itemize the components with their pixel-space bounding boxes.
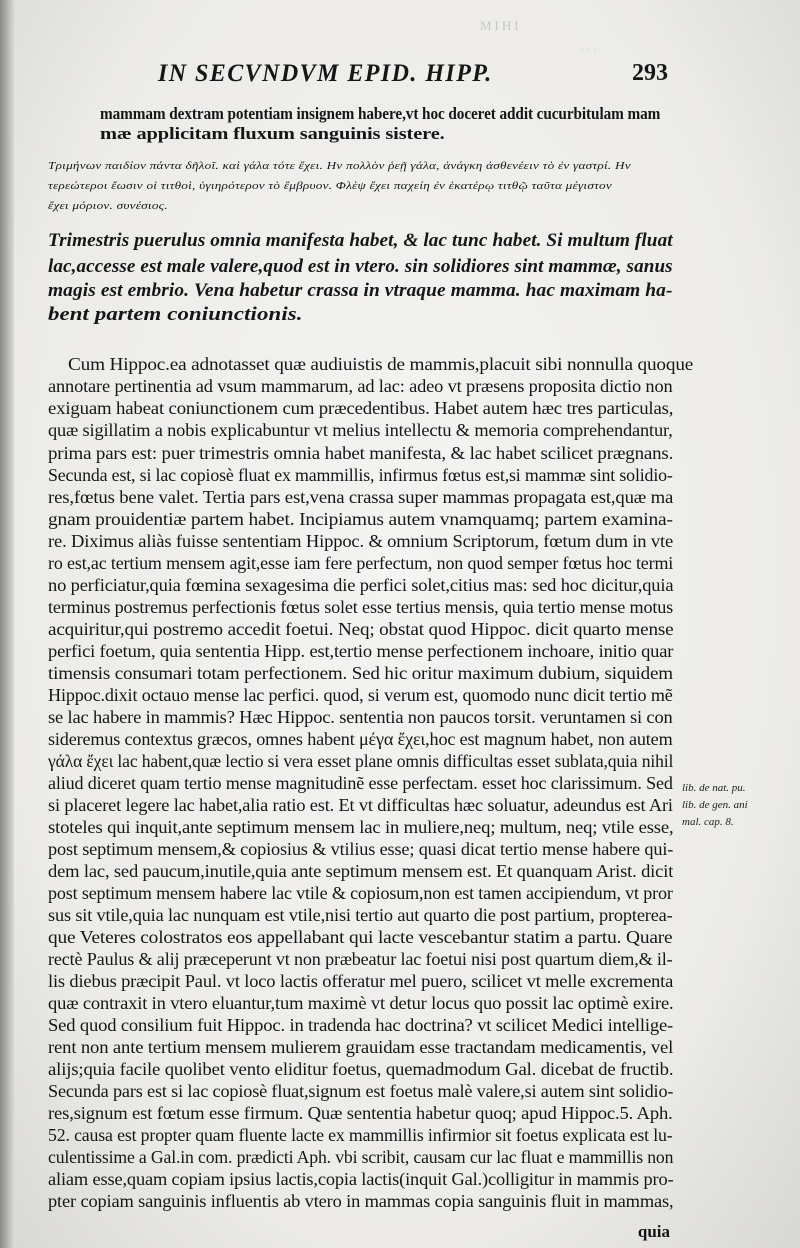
text-line: 52. causa est propter quam fluente lacte ex mammillis infirmior sit foetus explicata est lu- — [48, 1125, 673, 1145]
text-line: aliam esse,quam copiam ipsius lactis,copia lactis(inquit Gal.)colligitur in mammis pro- — [48, 1169, 674, 1189]
text-line: se lac habere in mammis? Hæc Hippoc. sententia non paucos torsit. veruntamen si con — [48, 707, 673, 727]
text-line: lis diebus præcipit Paul. vt loco lactis offeratur mel puero, scilicet vt melle excrementa — [48, 971, 674, 991]
text-line: alijs;quia facile quolibet vento eliditur foetus, quemadmodum Gal. dicebat de fructib. — [48, 1059, 674, 1079]
text-line: que Veteres colostratos eos appellabant qui lacte vescebantur statim a partu. Quare — [48, 927, 673, 947]
text-line: exiguam habeat coniunctionem cum præcedentibus. Habet autem hæc tres particulas, — [48, 398, 674, 418]
text-line: sideremus contextus græcos, omnes habent μέγα ἔχει,hoc est magnum habet, non autem — [48, 729, 673, 749]
page-number: 293 — [632, 60, 668, 86]
marginal-note: mal. cap. 8. — [682, 816, 734, 828]
greek-text-line: Τριμήνων παιδίον πάντα δῆλοῖ. καὶ γάλα τότε ἔχει. Ην πολλὸν ῥεῇ γάλα, ἀνάγκη ἀσθενέειν τὸ ἐν γαστρί. Ην — [48, 160, 631, 172]
running-title: IN SECVNDVM EPID. HIPP. — [158, 60, 493, 87]
text-line: Cum Hippoc.ea adnotasset quæ audiuistis de mammis,placuit sibi nonnulla quoque — [68, 354, 694, 374]
page-header — [158, 60, 668, 92]
latin-translation-line: magis est embrio. Vena habetur crassa in vtraque mamma. hac maximam ha- — [48, 280, 673, 301]
text-line: Sed quod consilium fuit Hippoc. in tradenda hac doctrina? vt scilicet Medici intellige- — [48, 1015, 674, 1035]
text-line: ro est,ac tertium mensem agit,esse iam fere perfectum, non quod semper fœtus hoc termi — [48, 553, 674, 573]
text-line: γάλα ἔχει lac habent,quæ lectio si vera esset plane omnis difficultas esset sublata,quia nihil — [48, 751, 674, 771]
latin-translation-line: bent partem coniunctionis. — [48, 304, 303, 325]
text-line: mammam dextram potentiam insignem habere,vt hoc doceret addit cucurbitulam mam — [100, 104, 661, 123]
text-line: dem lac, sed paucum,inutile,quia ante septimum mensem est. Et quanquam Arist. dicit — [48, 861, 674, 881]
text-line: Secunda est, si lac copiosè fluat ex mammillis, infirmus fœtus est,si mammæ sint solidio- — [48, 465, 673, 485]
text-line: culentissime a Gal.in com. prædicti Aph. vbi scribit, causam cur lac fluat e mammillis non — [48, 1147, 674, 1167]
text-line: gnam prouidentiæ partem habet. Incipiamus autem vnamquamq; partem examina- — [48, 509, 673, 529]
text-line: Hippoc.dixit octauo mense lac perfici. quod, si verum est, quomodo nunc dicit tertio mẽ — [48, 685, 673, 705]
text-line: perfici foetum, quia sententia Hipp. est,tertio mense perfectionem inchoare, initio quar — [48, 641, 674, 661]
text-line: Secunda pars est si lac copiosè fluat,signum est foetus malè valere,si autem sint solidio- — [48, 1081, 674, 1101]
marginal-note: lib. de nat. pu. — [682, 782, 746, 794]
bleed-through-text-2: ··· — [580, 42, 599, 57]
text-line: res,signum est fœtum esse firmum. Quæ sententia habetur quoq; apud Hippoc.5. Aph. — [48, 1103, 673, 1123]
text-line: prima pars est: puer trimestris omnia habet manifesta, & lac habet scilicet prægnans. — [48, 443, 674, 463]
text-line: re. Diximus aliàs fuisse sententiam Hippoc. & omnium Scriptorum, fœtum dum in vte — [48, 531, 674, 551]
text-line: mæ applicitam fluxum sanguinis sistere. — [100, 124, 445, 143]
bleed-through-text: MIHI — [480, 18, 522, 33]
text-line: si placeret legere lac habet,alia ratio est. Et vt difficultas hæc soluatur, adeundus est Ari — [48, 795, 673, 815]
text-line: res,fœtus bene valet. Tertia pars est,vena crassa super mammas propagata est,quæ ma — [48, 487, 674, 507]
text-line: rent non ante tertium mensem mulierem grauidam esse tractandam medicamentis, vel — [48, 1037, 674, 1057]
text-line: pter copiam sanguinis influentis ab vtero in mammas copia sanguinis fluit in mammas, — [48, 1191, 674, 1211]
marginal-note: lib. de gen. ani — [682, 799, 748, 811]
text-line: acquiritur,qui postremo accedit foetui. Neq; obstat quod Hippoc. dicit quarto mense — [48, 619, 674, 639]
text-line: quæ contraxit in vtero eluantur,tum maximè vt detur locus quo possit lac optimè exire. — [48, 993, 674, 1013]
text-line: rectè Paulus & alij præceperunt vt non præbeatur lac foetui nisi post quartum diem,& il- — [48, 949, 673, 969]
text-line: sus sit vtile,quia lac nunquam est vtile,nisi tertio aut quarto die post partium, propterea- — [48, 905, 673, 925]
text-line: no perficiatur,quia fœmina sexagesima die perfici solet,citius mas: sed hoc dicitur,quia — [48, 575, 674, 595]
text-line: quæ sigillatim a nobis explicabuntur vt melius intellectu & memoria comprehendantur, — [48, 420, 673, 440]
text-line: aliud diceret quam tertio mense magnitudinẽ esse perfectam. esset hoc clarissimum. Sed — [48, 773, 673, 793]
latin-translation-line: lac,accesse est male valere,quod est in vtero. sin solidiores sint mammæ, sanus — [48, 256, 673, 277]
catchword: quia — [637, 1222, 670, 1241]
latin-translation-line: Trimestris puerulus omnia manifesta habet, & lac tunc habet. Si multum fluat — [48, 230, 673, 251]
text-line: post septimum mensem habere lac vtile & copiosum,non est tamen accipiendum, vt pror — [48, 883, 673, 903]
text-line: timensis consumari totam perfectionem. Sed hic oritur maximum dubium, siquidem — [48, 663, 673, 683]
page-gutter-shadow — [0, 0, 14, 1248]
text-line: stoteles qui inquit,ante septimum mensem lac in muliere,neq; multum, neq; vtile esse, — [48, 817, 674, 837]
text-line: post septimum mensem,& copiosius & vtilius esse; quasi dicat tertio mense habere qui- — [48, 839, 674, 859]
text-line: terminus postremus perfectionis fœtus solet esse tertius mensis, quia tertio mense motus — [48, 597, 674, 617]
greek-text-line: τερεώτεροι ἔωσιν οἱ τιτθοὶ, ὑγιηρότερον τὸ ἔμβρυον. Φλὲψ ἔχει παχείη ἐν ἑκατέρῳ τιτθῷ ταῦτα μέγιστον — [48, 180, 612, 192]
text-line: annotare pertinentia ad vsum mammarum, ad lac: adeo vt præsens proposita dictio non — [48, 376, 673, 396]
greek-text-line: ἔχει μόριον. συνέσιος. — [48, 200, 168, 212]
